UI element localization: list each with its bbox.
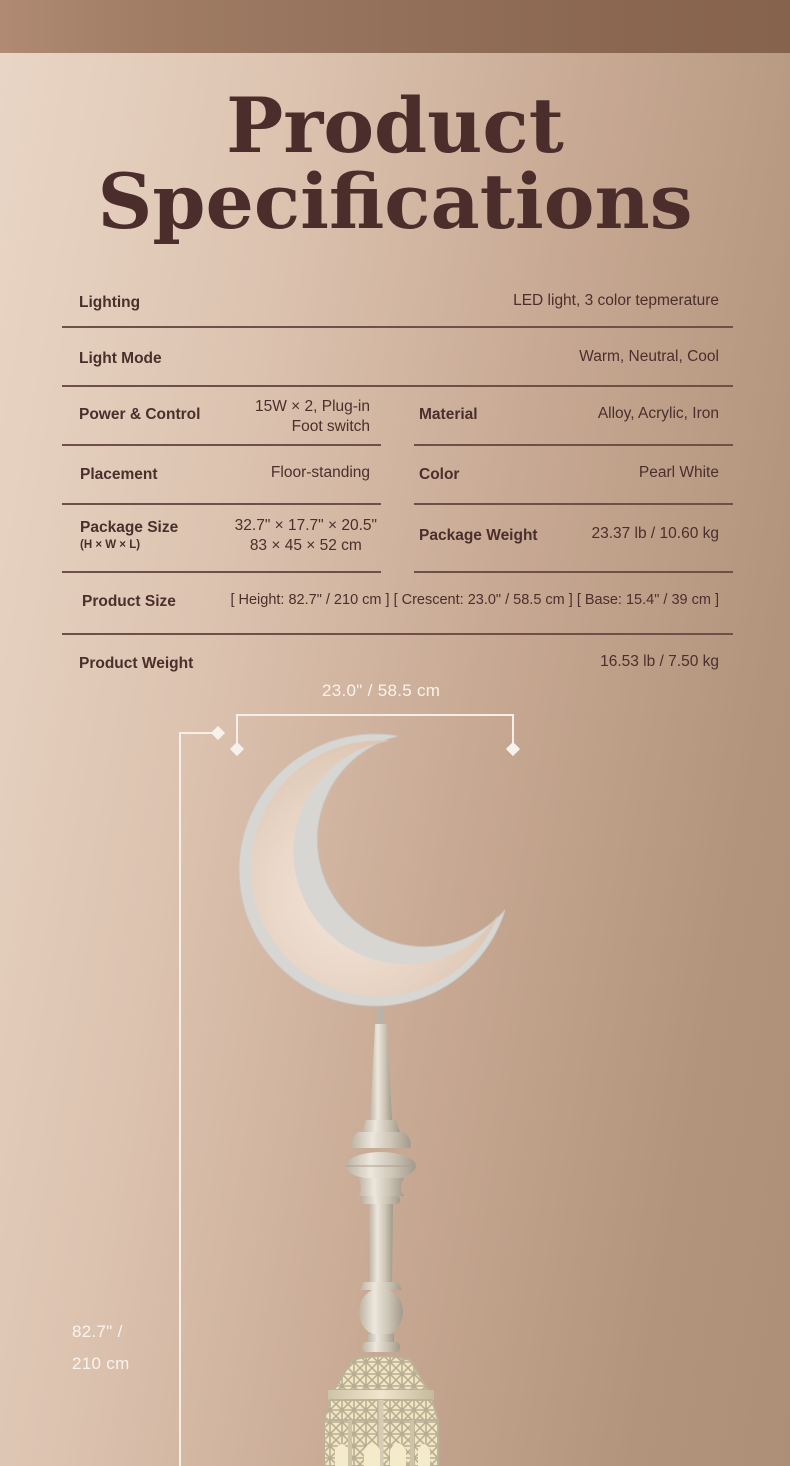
spec-value-product-weight: 16.53 lb / 7.50 kg [600, 653, 719, 670]
title-line-2: Specifications [97, 157, 693, 246]
spec-value-placement: Floor-standing [270, 464, 370, 481]
lamp-pole [346, 1024, 416, 1352]
spec-label-color: Color [419, 466, 460, 483]
spec-value-material: Alloy, Acrylic, Iron [597, 405, 719, 422]
title-line-1: Product [226, 81, 564, 170]
spec-value-product-size: [ Height: 82.7" / 210 cm ] [ Crescent: 23.0" / 58.5 cm ] [ Base: 15.4" / 39 cm ] [230, 592, 719, 608]
spec-value-power-line-2: Foot switch [291, 418, 370, 435]
spec-label-package-size: Package Size [80, 519, 179, 536]
spec-label-lighting: Lighting [79, 294, 141, 311]
height-label-line-2: 210 cm [72, 1354, 130, 1373]
height-label-line-1: 82.7" / [72, 1322, 123, 1341]
spec-label-placement: Placement [80, 466, 158, 483]
spec-value-package-size-cm: 83 × 45 × 52 cm [249, 537, 362, 554]
spec-value-lighting: LED light, 3 color tepmerature [513, 292, 719, 309]
spec-label-light-mode: Light Mode [79, 350, 162, 367]
stem-connector [378, 1008, 384, 1026]
spec-value-package-size-in: 32.7" × 17.7" × 20.5" [234, 517, 377, 534]
spec-value-package-weight: 23.37 lb / 10.60 kg [591, 525, 719, 542]
spec-value-color: Pearl White [638, 464, 719, 481]
spec-value-light-mode: Warm, Neutral, Cool [579, 348, 719, 365]
spec-sublabel-package-size: (H × W × L) [80, 539, 141, 551]
spec-label-material: Material [419, 406, 478, 423]
spec-label-product-size: Product Size [82, 593, 176, 610]
crescent-width-label: 23.0" / 58.5 cm [322, 681, 441, 700]
spec-label-package-weight: Package Weight [419, 527, 538, 544]
spec-label-product-weight: Product Weight [79, 655, 194, 672]
spec-value-power-line-1: 15W × 2, Plug-in [254, 398, 370, 415]
crescent-moon [239, 734, 505, 1006]
spec-label-power-control: Power & Control [79, 406, 201, 423]
lantern-base [324, 1356, 438, 1466]
